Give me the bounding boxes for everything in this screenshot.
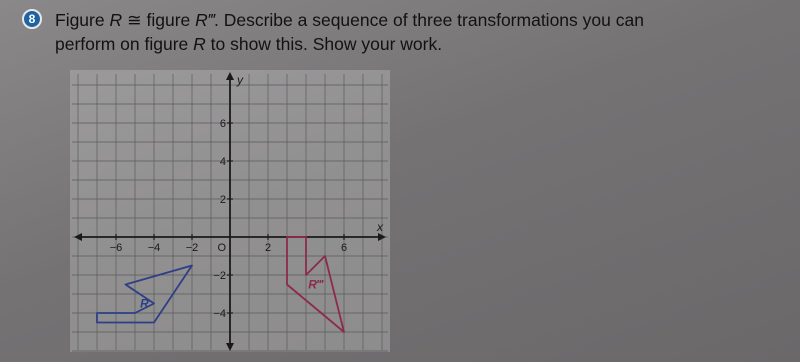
figure-r-label: R (193, 34, 206, 54)
x-tick-label: 2 (264, 242, 272, 254)
y-tick-label: 6 (219, 118, 226, 130)
problem-text-fragment: to show this. Show your work. (205, 34, 443, 54)
y-tick-label: −4 (213, 308, 226, 320)
y-tick-label: 2 (219, 194, 226, 206)
problem-text-fragment: . Describe a sequence of three transformations you can (213, 10, 644, 30)
origin-label: O (217, 242, 226, 254)
problem-line-2 (55, 32, 755, 56)
x-tick-label: −2 (185, 242, 199, 254)
problem-number-badge: 8 (22, 9, 42, 29)
figure-r-label: R (109, 10, 123, 30)
problem-text-fragment: Figure (55, 10, 110, 30)
problem-statement (55, 8, 755, 56)
y-tick-label: −2 (213, 270, 226, 282)
problem-text-fragment: ≅ figure (122, 10, 196, 30)
figure-R-label: R (140, 296, 149, 311)
x-tick-label: 6 (340, 242, 348, 254)
problem-line-1 (55, 8, 755, 32)
figure-R-triple-prime-label: R‴ (308, 277, 323, 292)
problem-text-fragment: perform on figure (55, 34, 194, 54)
x-tick-label: −6 (109, 242, 123, 254)
coordinate-plane (70, 70, 390, 352)
x-axis-label: x (377, 220, 383, 234)
y-axis-label: y (237, 73, 243, 87)
x-tick-label: −4 (147, 242, 161, 254)
figure-r-triple-prime-label: R‴ (195, 10, 214, 30)
y-tick-label: 4 (219, 156, 226, 168)
